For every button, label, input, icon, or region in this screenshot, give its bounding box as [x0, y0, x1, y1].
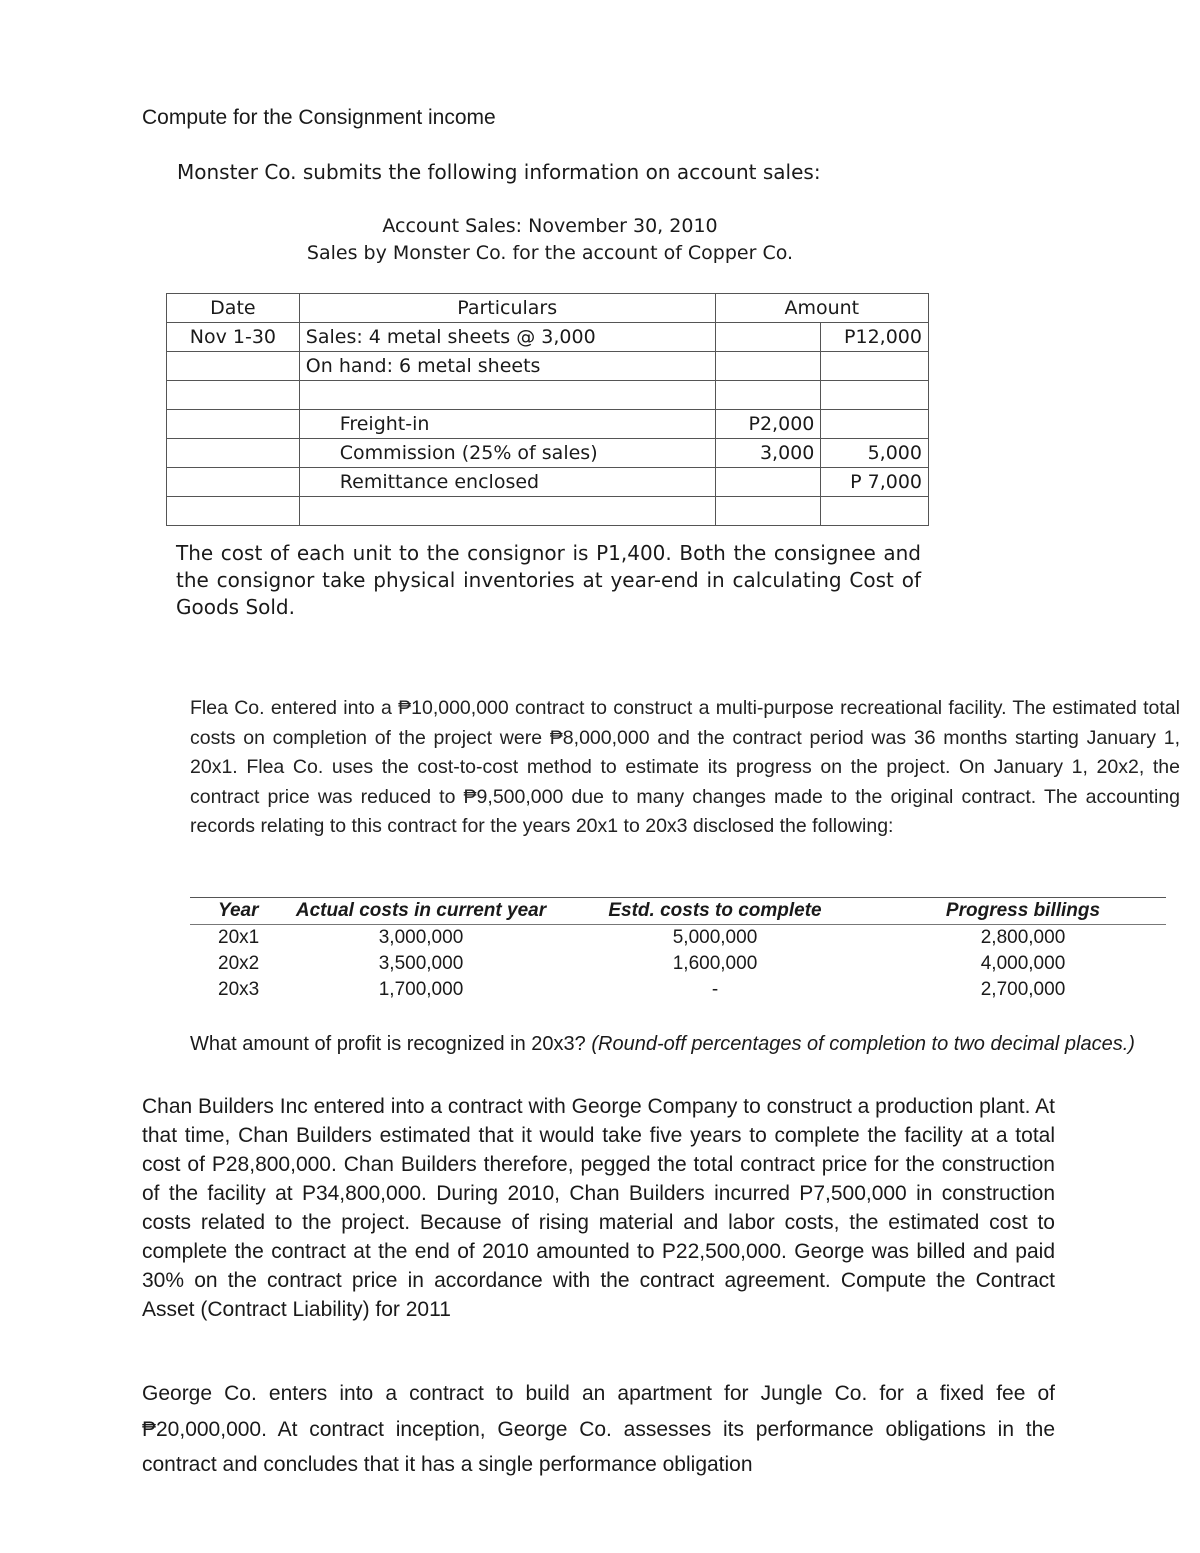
header-estd-costs: Estd. costs to complete [608, 900, 822, 921]
cell-date [167, 439, 300, 468]
account-sales-subtitle: Sales by Monster Co. for the account of Copper Co. [306, 242, 794, 264]
header-year: Year [218, 900, 259, 921]
cell-actual-costs: 3,500,000 [378, 953, 464, 974]
cell-date [167, 468, 300, 497]
cell-amount-1 [715, 497, 821, 526]
cell-estd-costs: - [711, 979, 719, 1000]
table-row [167, 468, 929, 497]
header-amount: Amount [715, 294, 928, 323]
cell-amount-2 [821, 497, 929, 526]
table-row [190, 951, 1166, 977]
table-row [167, 352, 929, 381]
cell-particulars [299, 381, 715, 410]
cell-particulars: Freight-in [299, 410, 715, 439]
flea-paragraph: Flea Co. entered into a ₱10,000,000 contract to construct a multi-purpose recreational facility. The estimated total costs on completion of the project were ₱8,000,000 and the contract period was 36 months starting January 1, 20x1. Flea Co. uses the cost-to-cost method to estimate its progress on the project. On January 1, 20x2, the contract price was reduced to ₱9,500,000 due to many changes made to the original contract. The accounting records relating to this contract for the years 20x1 to 20x3 disclosed the following: [190, 697, 1180, 837]
cell-amount-1 [715, 381, 821, 410]
cell-amount-1: 3,000 [715, 439, 821, 468]
cell-year: 20x2 [218, 953, 260, 974]
header-actual-costs: Actual costs in current year [295, 900, 547, 921]
cell-particulars: Commission (25% of sales) [299, 439, 715, 468]
cell-actual-costs: 1,700,000 [378, 979, 464, 1000]
table-row [167, 381, 929, 410]
cell-amount-2 [821, 381, 929, 410]
cell-date [167, 381, 300, 410]
cell-amount-2 [821, 410, 929, 439]
cell-date [167, 497, 300, 526]
cell-date [167, 352, 300, 381]
cell-date [167, 410, 300, 439]
table-row [167, 323, 929, 352]
header-progress-billings: Progress billings [945, 900, 1101, 921]
consignment-note: The cost of each unit to the consignor is P1,400. Both the consignee and the consignor take physical inventories at year-end in calculating Cost of Goods Sold. [176, 541, 921, 619]
cell-particulars: On hand: 6 metal sheets [299, 352, 715, 381]
consignment-intro: Monster Co. submits the following information on account sales: [177, 160, 821, 184]
flea-cost-table [190, 897, 1166, 1003]
cell-amount-1 [715, 352, 821, 381]
cell-year: 20x3 [218, 979, 260, 1000]
table-header-row [190, 898, 1166, 925]
cell-progress-billings: 2,700,000 [980, 979, 1066, 1000]
page-heading: Compute for the Consignment income [142, 106, 496, 129]
table-header-row [167, 294, 929, 323]
cell-particulars [299, 497, 715, 526]
table-row [167, 410, 929, 439]
cell-amount-1 [715, 468, 821, 497]
cell-year: 20x1 [218, 927, 260, 948]
cell-amount-2: 5,000 [821, 439, 929, 468]
cell-amount-2 [821, 352, 929, 381]
cell-particulars: Remittance enclosed [299, 468, 715, 497]
table-row [190, 977, 1166, 1003]
chan-paragraph: Chan Builders Inc entered into a contract with George Company to construct a production plant. At that time, Chan Builders estimated that it would take five years to complete the facility at a total cost of P28,800,000. Chan Builders therefore, pegged the total contract price for the construction of the facility at P34,800,000. During 2010, Chan Builders incurred P7,500,000 in construction costs related to the project. Because of rising material and labor costs, the estimated cost to complete the contract at the end of 2010 amounted to P22,500,000. George was billed and paid 30% on the contract price in accordance with the contract agreement. Compute the Contract Asset (Contract Liability) for 2011 [142, 1095, 1055, 1321]
george-paragraph: George Co. enters into a contract to build an apartment for Jungle Co. for a fixed fee of ₱20,000,000. At contract inception, George Co. assesses its performance obligations in the contract and concludes that it has a single performance obligation [142, 1382, 1055, 1476]
cell-amount-1 [715, 323, 821, 352]
cell-particulars: Sales: 4 metal sheets @ 3,000 [299, 323, 715, 352]
table-row [190, 925, 1166, 951]
cell-amount-1: P2,000 [715, 410, 821, 439]
cell-date: Nov 1-30 [167, 323, 300, 352]
cell-amount-2: P 7,000 [821, 468, 929, 497]
question-note: (Round-off percentages of completion to two decimal places.) [591, 1033, 1135, 1055]
cell-amount-2: P12,000 [821, 323, 929, 352]
cell-estd-costs: 1,600,000 [672, 953, 758, 974]
cell-actual-costs: 3,000,000 [378, 927, 464, 948]
cell-progress-billings: 2,800,000 [980, 927, 1066, 948]
table-row [167, 497, 929, 526]
question-text: What amount of profit is recognized in 20x3? [190, 1033, 586, 1055]
cell-progress-billings: 4,000,000 [980, 953, 1066, 974]
header-date: Date [167, 294, 300, 323]
table-row [167, 439, 929, 468]
account-sales-title: Account Sales: November 30, 2010 [382, 215, 718, 237]
cell-estd-costs: 5,000,000 [672, 927, 758, 948]
header-particulars: Particulars [299, 294, 715, 323]
flea-question [190, 1031, 1150, 1058]
account-sales-table [166, 293, 929, 526]
